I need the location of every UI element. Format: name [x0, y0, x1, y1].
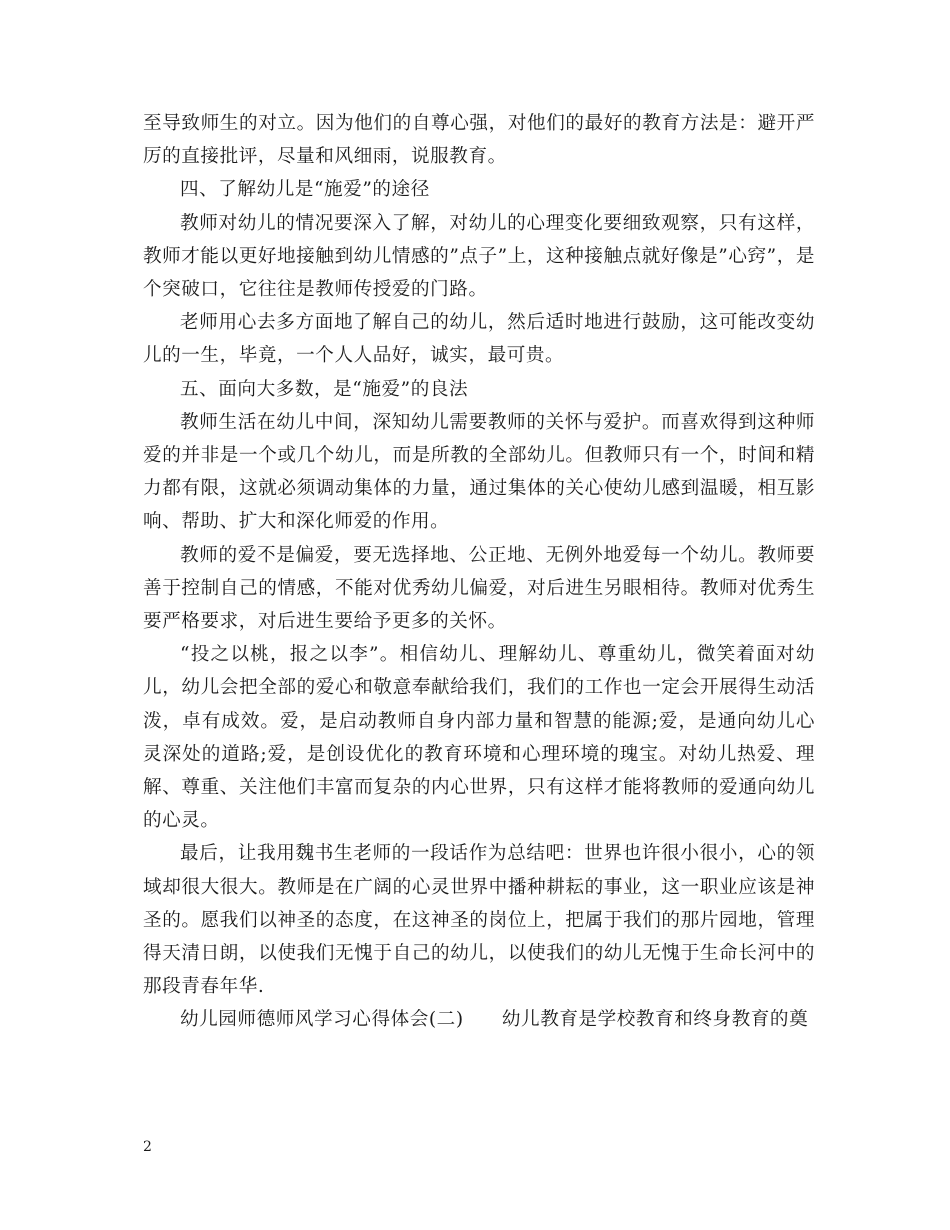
paragraph-8: 幼儿园师德师风学习心得体会(二) 幼儿教育是学校教育和终身教育的奠 — [180, 1009, 809, 1031]
paragraph-3: 老师用心去多方面地了解自己的幼儿，然后适时地进行鼓励，这可能改变幼儿的一生，毕竟，一个人人品好，诚实，最可贵。 — [143, 312, 815, 367]
paragraph-2: 教师对幼儿的情况要深入了解，对幼儿的心理变化要细致观察，只有这样，教师才能以更好地接触到幼儿情感的”点子”上，这种接触点就好像是”心窍”，是个突破口，它往往是教师传授爱的门路。 — [143, 212, 815, 301]
paragraph-1: 至导致师生的对立。因为他们的自尊心强，对他们的最好的教育方法是：避开严厉的直接批评，尽量和风细雨，说服教育。 — [143, 113, 815, 168]
paragraph-4: 教师生活在幼儿中间，深知幼儿需要教师的关怀与爱护。而喜欢得到这种师爱的并非是一个或几个幼儿，而是所教的全部幼儿。但教师只有一个，时间和精力都有限，这就必须调动集体的力量，通过集体的关心使幼儿感到温暖，相互影响、帮助、扩大和深化师爱的作用。 — [143, 411, 815, 533]
paragraph-5: 教师的爱不是偏爱，要无选择地、公正地、无例外地爱每一个幼儿。教师要善于控制自己的情感，不能对优秀幼儿偏爱，对后进生另眼相待。教师对优秀生要严格要求，对后进生要给予更多的关怀。 — [143, 544, 815, 633]
document-body — [143, 107, 815, 1037]
page-number: 2 — [143, 1139, 152, 1155]
paragraph-7: 最后，让我用魏书生老师的一段话作为总结吧：世界也许很小很小，心的领域却很大很大。教师是在广阔的心灵世界中播种耕耘的事业，这一职业应该是神圣的。愿我们以神圣的态度，在这神圣的岗位上，把属于我们的那片园地，管理得天清日朗，以使我们无愧于自己的幼儿，以使我们的幼儿无愧于生命长河中的那段青春年华. — [143, 843, 815, 998]
section-heading-5: 五、面向大多数，是“施爱”的良法 — [180, 378, 469, 400]
section-heading-4: 四、了解幼儿是“施爱”的途径 — [180, 179, 430, 201]
paragraph-6: “投之以桃，报之以李”。相信幼儿、理解幼儿、尊重幼儿，微笑着面对幼儿，幼儿会把全部的爱心和敬意奉献给我们，我们的工作也一定会开展得生动活泼，卓有成效。爱，是启动教师自身内部力量和智慧的能源;爱，是通向幼儿心灵深处的道路;爱，是创设优化的教育环境和心理环境的瑰宝。对幼儿热爱、理解、尊重、关注他们丰富而复杂的内心世界，只有这样才能将教师的爱通向幼儿的心灵。 — [143, 644, 815, 832]
